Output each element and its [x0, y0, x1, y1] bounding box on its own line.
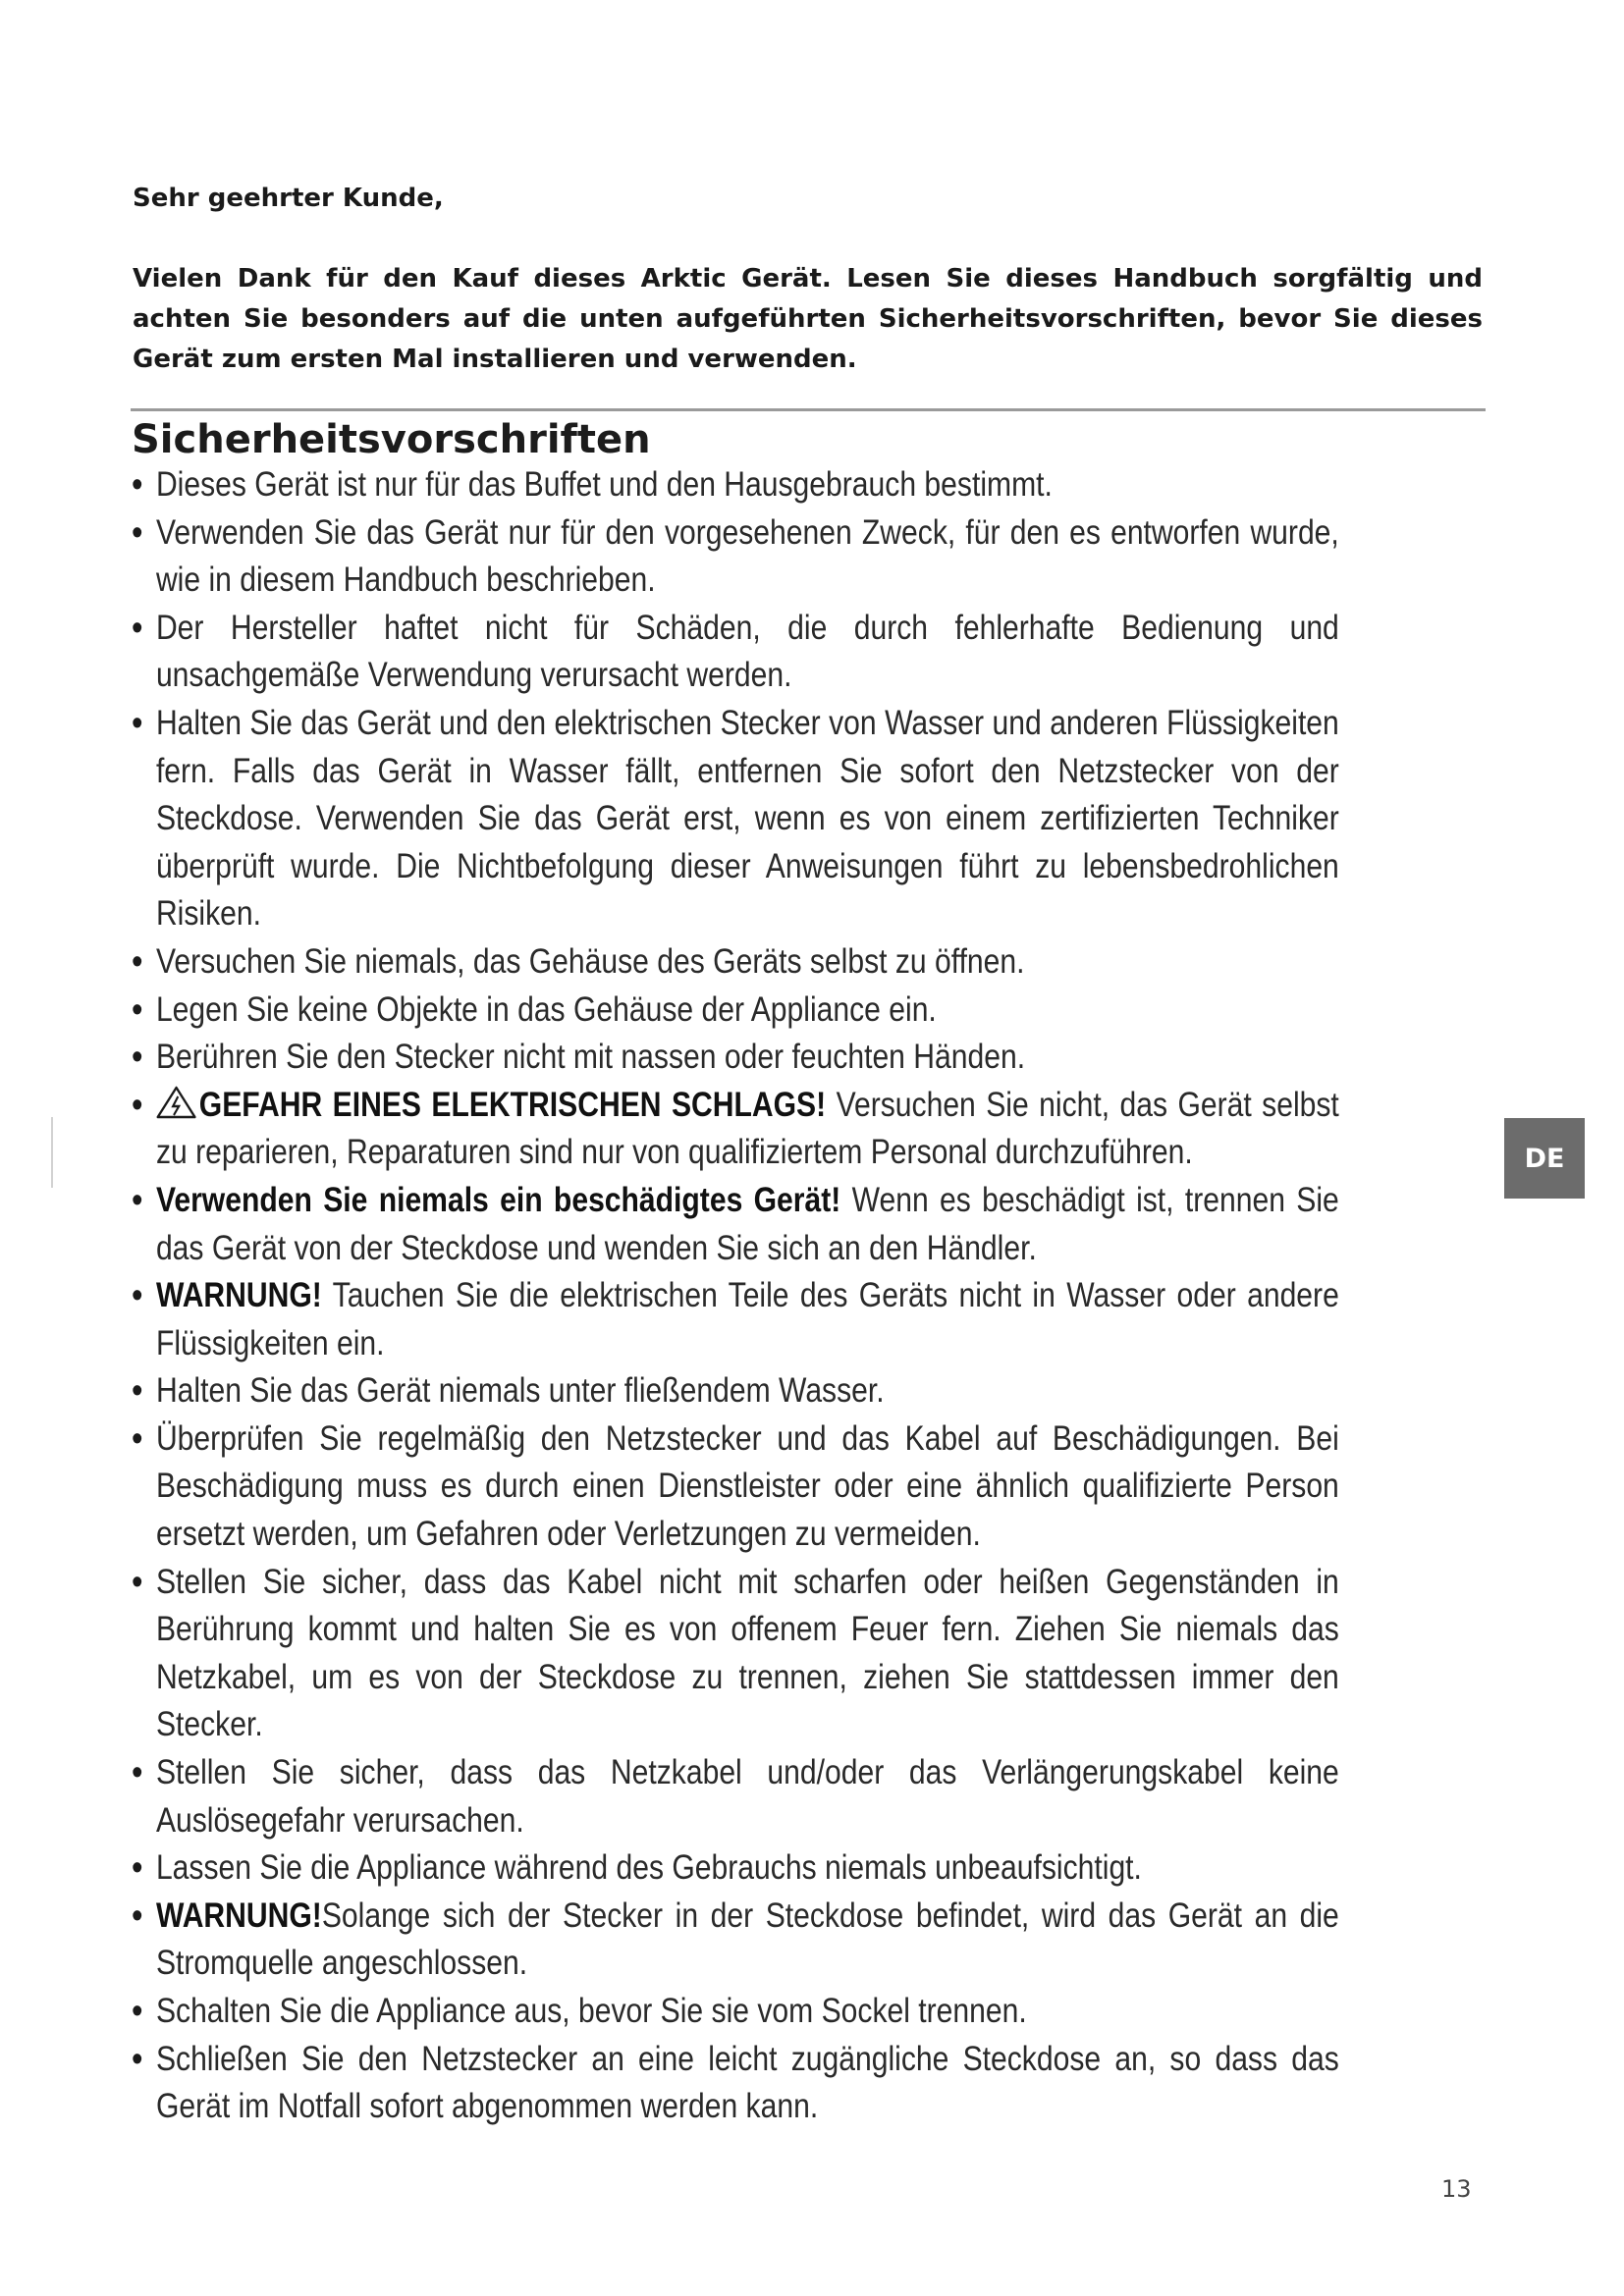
page-number: 13 — [1441, 2175, 1472, 2203]
list-item — [132, 1415, 1339, 1559]
rule-emphasis: WARNUNG! — [155, 1276, 322, 1315]
section-heading: Sicherheitsvorschriften — [132, 417, 651, 462]
rule-text: Dieses Gerät ist nur für das Buffet und den Hausgebrauch bestimmt. — [155, 465, 1053, 504]
electric-hazard-icon — [156, 1086, 196, 1119]
rule-text: Stellen Sie sicher, dass das Kabel nicht mit scharfen oder heißen Gegenständen in Berührung kommt und halten Sie es von offenem Feuer fern. Ziehen Sie niemals das Netzkabel, um es von der Steckdose zu trennen, ziehen Sie stattdessen immer den Stecker. — [155, 1562, 1339, 1744]
safety-rules-list — [132, 461, 1339, 2131]
section-divider — [131, 408, 1486, 411]
rule-text: Halten Sie das Gerät niemals unter fließendem Wasser. — [155, 1371, 885, 1411]
list-item — [132, 1893, 1339, 1988]
rule-text: Tauchen Sie die elektrischen Teile des Geräts nicht in Wasser oder andere Flüssigkeiten ein. — [155, 1276, 1339, 1362]
list-item — [132, 1177, 1339, 1272]
intro-paragraph: Vielen Dank für den Kauf dieses Arktic Gerät. Lesen Sie dieses Handbuch sorgfältig und achten Sie besonders auf die unten aufgeführten Sicherheitsvorschriften, bevor Sie dieses Gerät zum ersten Mal installieren und verwenden. — [133, 264, 1483, 374]
rule-text: Solange sich der Stecker in der Steckdose befindet, wird das Gerät an die Stromquelle angeschlossen. — [155, 1896, 1339, 1983]
list-item — [132, 1272, 1339, 1367]
rule-text: Verwenden Sie das Gerät nur für den vorgesehenen Zweck, für den es entworfen wurde, wie in diesem Handbuch beschrieben. — [155, 512, 1339, 600]
list-item — [132, 461, 1339, 509]
rule-text: Stellen Sie sicher, dass das Netzkabel und/oder das Verlängerungskabel keine Auslösegefahr verursachen. — [155, 1753, 1339, 1840]
list-item — [132, 1749, 1339, 1844]
rule-text: Berühren Sie den Stecker nicht mit nassen oder feuchten Händen. — [155, 1038, 1026, 1077]
rule-text: Halten Sie das Gerät und den elektrischen Stecker von Wasser und anderen Flüssigkeiten fern. Falls das Gerät in Wasser fällt, entfernen Sie sofort den Netzstecker von der Steckdose. Verwenden Sie das Gerät erst, wenn es von einem zertifizierten Techniker überprüft wurde. Die Nichtbefolgung dieser Anweisungen führt zu lebensbedrohlichen Risiken. — [155, 703, 1339, 934]
language-tab: DE — [1504, 1118, 1585, 1199]
rule-text: Überprüfen Sie regelmäßig den Netzstecker und das Kabel auf Beschädigungen. Bei Beschädigung muss es durch einen Dienstleister oder eine ähnlich qualifizierte Person ersetzt werden, um Gefahren oder Verletzungen zu vermeiden. — [155, 1418, 1339, 1554]
list-item — [132, 938, 1339, 987]
rule-text: Der Hersteller haftet nicht für Schäden, die durch fehlerhafte Bedienung und unsachgemäße Verwendung verursacht werden. — [155, 608, 1339, 695]
list-item — [132, 1082, 1339, 1177]
list-item — [132, 1034, 1339, 1082]
list-item — [132, 2036, 1339, 2131]
list-item — [132, 1988, 1339, 2036]
rule-emphasis: WARNUNG! — [155, 1896, 322, 1935]
rule-text: Versuchen Sie niemals, das Gehäuse des Geräts selbst zu öffnen. — [155, 941, 1025, 981]
list-item — [132, 1559, 1339, 1749]
rule-text: Lassen Sie die Appliance während des Gebrauchs niemals unbeaufsichtigt. — [155, 1848, 1142, 1888]
list-item — [132, 1844, 1339, 1893]
rule-emphasis: GEFAHR EINES ELEKTRISCHEN SCHLAGS! — [198, 1085, 827, 1124]
list-item — [132, 700, 1339, 938]
rule-emphasis: Verwenden Sie niemals ein beschädigtes Gerät! — [155, 1180, 841, 1219]
list-item — [132, 605, 1339, 700]
greeting: Sehr geehrter Kunde, — [133, 184, 444, 213]
list-item — [132, 987, 1339, 1035]
rule-text: Versuchen Sie nicht, das Gerät selbst zu reparieren, Reparaturen sind nur von qualifiziertem Personal durchzuführen. — [155, 1085, 1339, 1172]
rule-text: Schließen Sie den Netzstecker an eine leicht zugängliche Steckdose an, so dass das Gerät im Notfall sofort abgenommen werden kann. — [155, 2039, 1339, 2126]
margin-mark — [51, 1117, 53, 1188]
rule-text: Wenn es beschädigt ist, trennen Sie das Gerät von der Steckdose und wenden Sie sich an den Händler. — [155, 1180, 1339, 1267]
list-item — [132, 1367, 1339, 1415]
rule-text: Schalten Sie die Appliance aus, bevor Sie sie vom Sockel trennen. — [155, 1992, 1027, 2030]
rule-text: Legen Sie keine Objekte in das Gehäuse der Appliance ein. — [155, 989, 937, 1029]
list-item — [132, 509, 1339, 605]
